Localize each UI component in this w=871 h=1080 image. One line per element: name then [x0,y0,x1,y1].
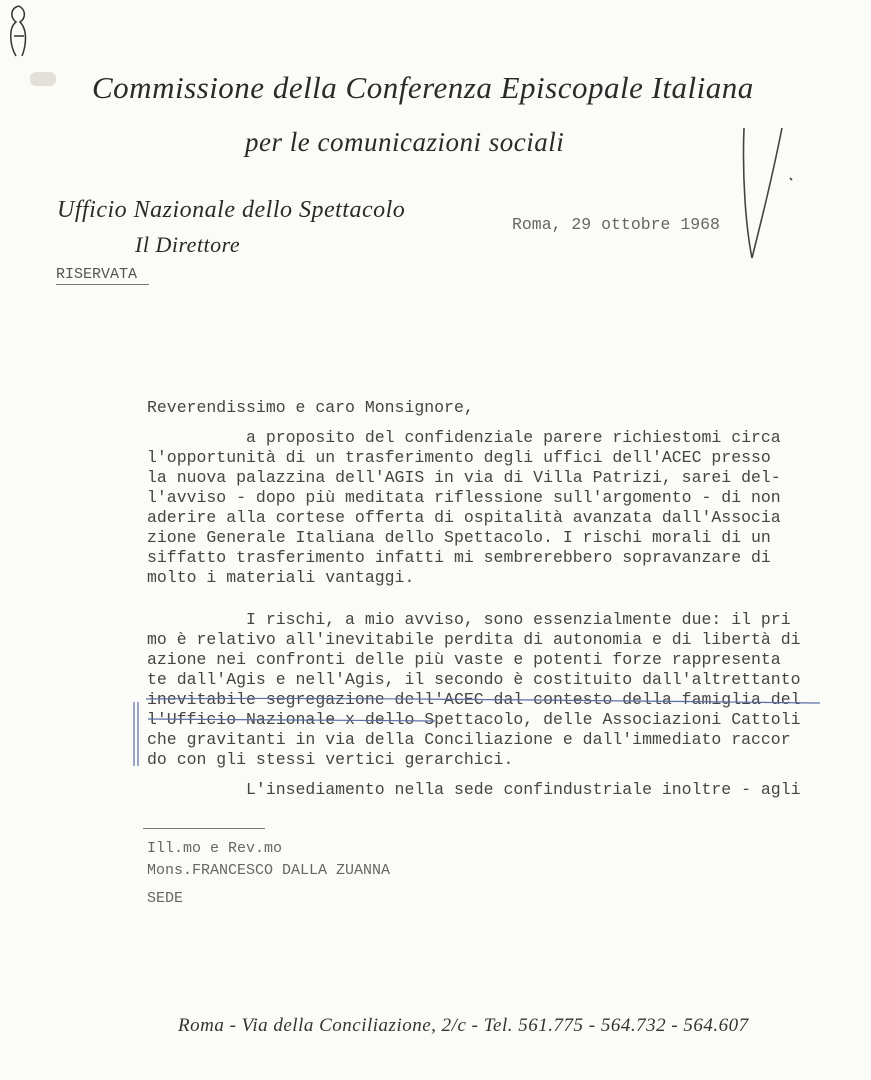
salutation: Reverendissimo e caro Monsignore, [147,398,474,417]
recipient-name: Mons.FRANCESCO DALLA ZUANNA [147,862,391,879]
text-line: mo è relativo all'inevitabile perdita di autonomia e di libertà di [147,630,801,649]
text-line: te dall'Agis e nell'Agis, il secondo è costituito dall'altrettanto [147,670,801,689]
text-line: zione Generale Italiana dello Spettacolo. I rischi morali di un [147,528,771,547]
text-line: l'opportunità di un trasferimento degli uffici dell'ACEC presso [147,448,771,467]
pen-underline-annotation [130,690,830,770]
letterhead-subtitle: per le comunicazioni sociali [245,127,565,157]
text-line: l'Ufficio Nazionale x dello Spettacolo, delle Associazioni Cattoli [147,710,801,729]
sender-role: Il Direttore [135,232,241,257]
text-line: a proposito del confidenziale parere richiestomi circa [147,428,781,447]
stain-mark [30,72,56,86]
text-line: aderire alla cortese offerta di ospitalità avanzata dall'Associa [147,508,781,527]
recipient-location: SEDE [147,890,184,907]
text-line: l'avviso - dopo più meditata riflessione sull'argomento - di non [147,488,781,507]
footer-address: Roma - Via della Conciliazione, 2/c - Tel. 561.775 - 564.732 - 564.607 [178,1015,749,1036]
text-line: inevitabile segregazione dell'ACEC dal contesto della famiglia del [147,690,801,709]
handwritten-initials-icon [740,118,800,268]
text-line: che gravitanti in via della Conciliazione e dall'immediato raccor [147,730,791,749]
letterhead-title: Commissione della Conferenza Episcopale Italiana [92,70,754,105]
text-line: la nuova palazzina dell'AGIS in via di Villa Patrizi, sarei del- [147,468,781,487]
recipient-title: Ill.mo e Rev.mo [147,840,283,857]
paragraph-3 [147,780,801,800]
emblem-logo-icon [4,2,34,62]
text-line: molto i materiali vantaggi. [147,568,415,587]
text-line: L'insediamento nella sede confindustriale inoltre - agli [147,780,801,799]
sender-office: Ufficio Nazionale dello Spettacolo [57,197,406,223]
classification-label: RISERVATA [56,266,149,285]
text-line: azione nei confronti delle più vaste e potenti forze rappresenta [147,650,781,669]
paragraph-1 [147,428,781,588]
text-line: I rischi, a mio avviso, sono essenzialmente due: il pri [147,610,791,629]
text-line: do con gli stessi vertici gerarchici. [147,750,514,769]
text-line: siffatto trasferimento infatti mi sembrerebbero sopravanzare di [147,548,771,567]
letter-date: Roma, 29 ottobre 1968 [512,215,720,234]
separator-line [143,828,265,829]
